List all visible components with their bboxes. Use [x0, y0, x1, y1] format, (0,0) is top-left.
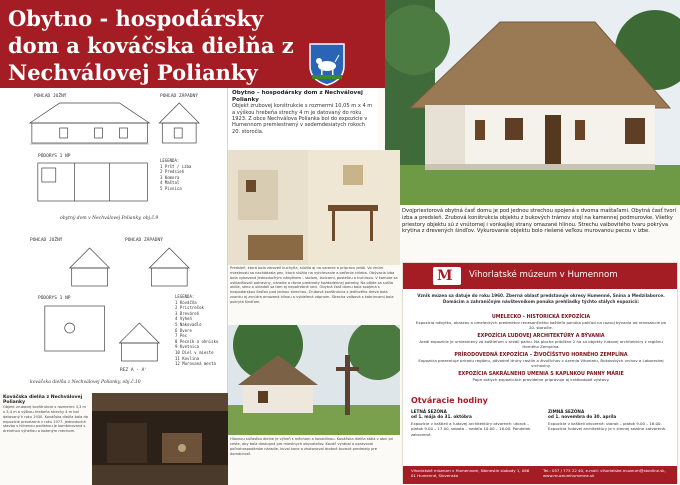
architectural-plans — [0, 88, 228, 393]
legend-item: 9 Kvetnica — [175, 344, 200, 350]
plan-label-floor: PÔDORYS 1 NP — [38, 154, 71, 159]
legend-item: 2 Pristrešok — [175, 305, 204, 311]
legend-item: 12 Murovaná mesta — [175, 361, 216, 367]
winter-season-text: Expozície v kaštieli otvorené: utorok – piatok 9.00 – 16.00. Expozícia ľudovej architektúry je v zimnej sezóne zatvorená. — [548, 421, 667, 432]
plan-label-floor-2: PÔDORYS 1 NP — [38, 296, 71, 301]
plan-label-south: POHĽAD JUŽNÝ — [34, 94, 67, 99]
title-banner — [0, 0, 385, 88]
plan-label-south-2: POHĽAD JUŽNÝ — [30, 238, 63, 243]
legend-item: 4 Výheň — [175, 316, 192, 322]
winter-season-heading — [548, 409, 673, 419]
house-body-text: Predsieň, ktorá bola zároveň kuchyňa, slúžila aj na varenie a prípravu jedál. Vo vnútri miestnosti sa nachádzala pec, ktorá slúžila na vyhrievanie a pečenie chleba. Obývacia izba bola vybavená jednoduchým nábytkom – stolom, lavicami, posteľou a truhlicou. V komore sa uskladňovali potraviny, náradie a rôzne predmety každodennej potreby. Na pôjde sa sušilo obilie, seno a ukladali sa tam aj nepotrebné veci. Obytná časť domu bola spojená s hospodárskou časťou pod jednou strechou. Zrubová konštrukcia z jedľového dreva bola zvonku aj zvnútra omazaná hlinou a vybielená vápnom. Strecha valbová s kabrincami bola pokrytá šindľom. — [230, 266, 398, 304]
poster-title: Obytno - hospodársky dom a kováčska dielňa z Nechválovej Polianky — [8, 6, 294, 85]
summer-heading: LETNÁ SEZÓNA — [411, 409, 447, 414]
legend-title: LEGENDA: — [160, 158, 180, 163]
summer-subheading: od 1. mája do 31. októbra — [411, 414, 472, 420]
exposition-text: Popri stálych expozíciách pravidelne pripravuje aj krátkodobé výstavy. — [472, 377, 610, 382]
exposition-heading: PRÍRODOVEDNÁ EXPOZÍCIA - ŽIVOČÍŠSTVO HORNÉHO ZEMPLÍNA — [454, 353, 628, 358]
legend-item: 1 Pršť / izba — [160, 163, 192, 169]
house-description: Dvojpriestorová obytná časť domu je pod jednou strechou spojená s dvoma maštaľami. Obytná časť tvorí izba a predsieň. Zrubová konštrukcia objektu z bukových trámov stojí na kamennej podmurovke. Všetky priestory objektu sú z vnútornej i vonkajšej strany omazané hlinou. Strechu valbovitého tvaru pokrýva krytina z drevených šindľov. Vykurovanie objektu bolo riešené veľkou murovanou pecou v izbe. — [402, 208, 677, 235]
exposition-heading: UMELECKO - HISTORICKÁ EXPOZÍCIA — [491, 315, 591, 320]
winter-heading: ZIMNÁ SEZÓNA — [548, 409, 585, 414]
legend-item: 5 Pivnica — [160, 185, 182, 191]
plan-caption-1: obytný dom v Nechválovej Polianky, obj.č.9 — [60, 216, 159, 221]
smithy-body-text: Hlavnou súčasťou dielne je výheň s měchom a kovadlinou. Kováčska dielňa stála v obci pri ceste, aby bola dostupná pre miestnych obyvateľov. Kováč vyrábal a opravoval poľnohospodárske náradie, kuval kone a zhotovoval drobné kovové predmety pre domácnosť. — [230, 437, 394, 456]
exposition-1 — [413, 315, 669, 330]
smithy-info — [0, 393, 92, 485]
summer-season-heading — [411, 409, 536, 419]
museum-header — [403, 263, 677, 289]
legend-item: 5 Nákovadlo — [175, 321, 202, 327]
exposition-heading: EXPOZÍCIA ĽUDOVEJ ARCHITEKTÚRY A BÝVANIA — [477, 334, 605, 339]
legend-item: 3 Dreváreň — [175, 310, 200, 316]
house-info-text: Objekt zrubovej konštrukcie s rozmermi 10,05 m x 4 m a výškou hrebeňa strechy 4 m je datovaný do roku 1923. Z obce Nechválova Polianka bol do expozície v Humennom premiestnený v sedemdesiatych rokoch 20. storočia. — [232, 103, 373, 135]
museum-logo — [433, 267, 461, 285]
museum-logo-letter: M — [437, 268, 453, 284]
roadside-cross-photo — [228, 325, 400, 435]
exposition-text: Expozícia prezentuje prírodu regiónu, pôvodné druhy rastlín a živočíchov z územia Vihorlatu, Bukovských vrchov a Laboreckej vrchoviny. — [418, 358, 664, 369]
exposition-text: Areál expozície je umiestnený za kaštieľom v areáli parku. Na ploche približne 2 ha sú objekty ľudovej architektúry z regiónu Horného Zemplína. — [419, 339, 663, 350]
museum-contact: Tel.: 057 / 775 22 40, e-mail: vihorlatske.muzeum@stonline.sk, www.muzeumhumenne.sk — [543, 468, 666, 479]
legend-item: 10 Diel v mieste — [175, 349, 214, 355]
plan-caption-2: kováčska dielňa z Nechválovej Polianky, obj.č.10 — [30, 380, 141, 385]
museum-address: Vihorlatské múzeum v Humennom, Námestie slobody 1, 066 01 Humenné, Slovensko — [411, 468, 530, 479]
smithy-text: Objekt zrubovej konštrukcie s rozmermi 3,3 m x 3,4 m a výškou hrebeňa strechy 4 m bol datovaný k roku 1930. Kováčska dielňa bola do expozície prevezená v roku 1977. Jednoduchá stavba s hlinenou podlahou je kombinovaná s drevenou výheňou a koženým mechom. — [3, 405, 88, 434]
plan-legend-2 — [175, 294, 218, 367]
plan-label-west-2: POHĽAD ZÁPADNÝ — [125, 238, 163, 243]
legend-item: 4 Maštaľ — [160, 180, 180, 186]
legend-item: 7 Pec — [175, 333, 188, 339]
museum-info-box — [402, 262, 678, 483]
smithy-photo — [92, 393, 228, 485]
smithy-heading: Kováčska dielňa z Nechválovej Polianky — [3, 395, 83, 405]
legend-item: 1 Kováčňa — [175, 299, 197, 305]
house-info — [228, 88, 378, 150]
legend-item: 6 Dvere — [175, 327, 192, 333]
house-exterior-photo — [385, 0, 680, 205]
winter-subheading: od 1. novembra do 30. apríla — [548, 414, 617, 420]
legend-item: 11 Kovlina — [175, 355, 200, 361]
museum-footer — [403, 466, 677, 484]
legend-title: LEGENDA: — [175, 294, 195, 299]
museum-name: Vihorlatské múzeum v Humennom — [469, 270, 618, 280]
legend-item: 2 Predsieň — [160, 169, 185, 175]
plan-label-west: POHĽAD ZÁPADNÝ — [160, 94, 198, 99]
exposition-heading: EXPOZÍCIA SAKRÁLNEHO UMENIA S KAPLNKOU PANNY MÁRIE — [458, 372, 624, 377]
museum-intro: Vznik múzea sa datuje do roku 1960. Zberná oblasť predstavuje okresy Humenné, Snina a Medzilaborce. Domácim a zahraničným návštevníkom ponúka prehliadky týchto stálych expozícií: — [417, 293, 665, 304]
legend-item: 3 Komora — [160, 174, 180, 180]
plan-legend-1 — [160, 158, 191, 192]
exposition-3 — [413, 353, 669, 368]
house-info-heading: Obytno – hospodársky dom z Nechválovej Polianky — [232, 90, 363, 103]
exposition-4 — [413, 372, 669, 382]
interior-photo — [228, 150, 400, 265]
summer-season-text: Expozície v kaštieli a ľudovej architektúry otvorené: utorok – piatok 9.00 – 17.00, sobota – nedeľa 10.00 – 18.00. Pondelok zatvorené. — [411, 421, 531, 437]
legend-item: 8 Pecník a ohnisko — [175, 338, 219, 344]
coat-of-arms-icon — [308, 42, 346, 86]
exposition-text: Expozícia nábytku, obrazov a umeleckých predmetov renesančného kaštieľa ponúka pohľad na rozvoj bývania od renesancie po 20. storočie. — [415, 320, 667, 331]
opening-hours-heading: Otváracie hodiny — [411, 396, 488, 405]
plan-label-section: REZ A - A' — [120, 368, 148, 373]
exposition-2 — [413, 334, 669, 349]
